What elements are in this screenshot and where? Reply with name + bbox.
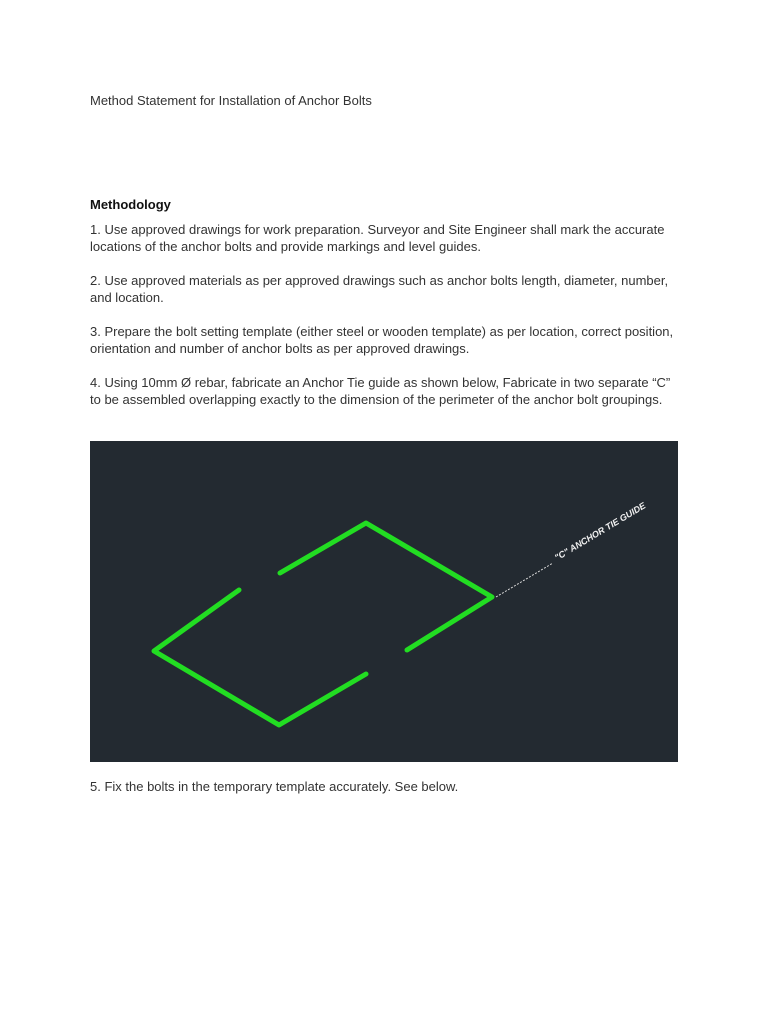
anchor-tie-guide-label: "C" ANCHOR TIE GUIDE xyxy=(552,500,648,563)
document-title: Method Statement for Installation of Anchor Bolts xyxy=(90,93,372,108)
anchor-tie-guide-figure xyxy=(90,441,678,762)
step-2: 2. Use approved materials as per approved drawings such as anchor bolts length, diameter, number, and location. xyxy=(90,273,669,305)
anchor-tie-guide-drawing xyxy=(90,441,678,762)
label-leader-line xyxy=(496,563,553,597)
step-1: 1. Use approved drawings for work preparation. Surveyor and Site Engineer shall mark the accurate locations of the anchor bolts and provide markings and level guides. xyxy=(90,222,665,254)
step-5: 5. Fix the bolts in the temporary template accurately. See below. xyxy=(90,779,459,794)
section-heading-methodology: Methodology xyxy=(90,197,171,212)
rebar-c-piece-left xyxy=(154,590,366,725)
rebar-c-piece-right xyxy=(280,523,492,650)
step-4: 4. Using 10mm Ø rebar, fabricate an Anchor Tie guide as shown below, Fabricate in two separate “C” to be assembled overlapping exactly to the dimension of the perimeter of the anchor bolt groupings. xyxy=(90,375,671,407)
step-3: 3. Prepare the bolt setting template (either steel or wooden template) as per location, correct position, orientation and number of anchor bolts as per approved drawings. xyxy=(90,324,674,356)
